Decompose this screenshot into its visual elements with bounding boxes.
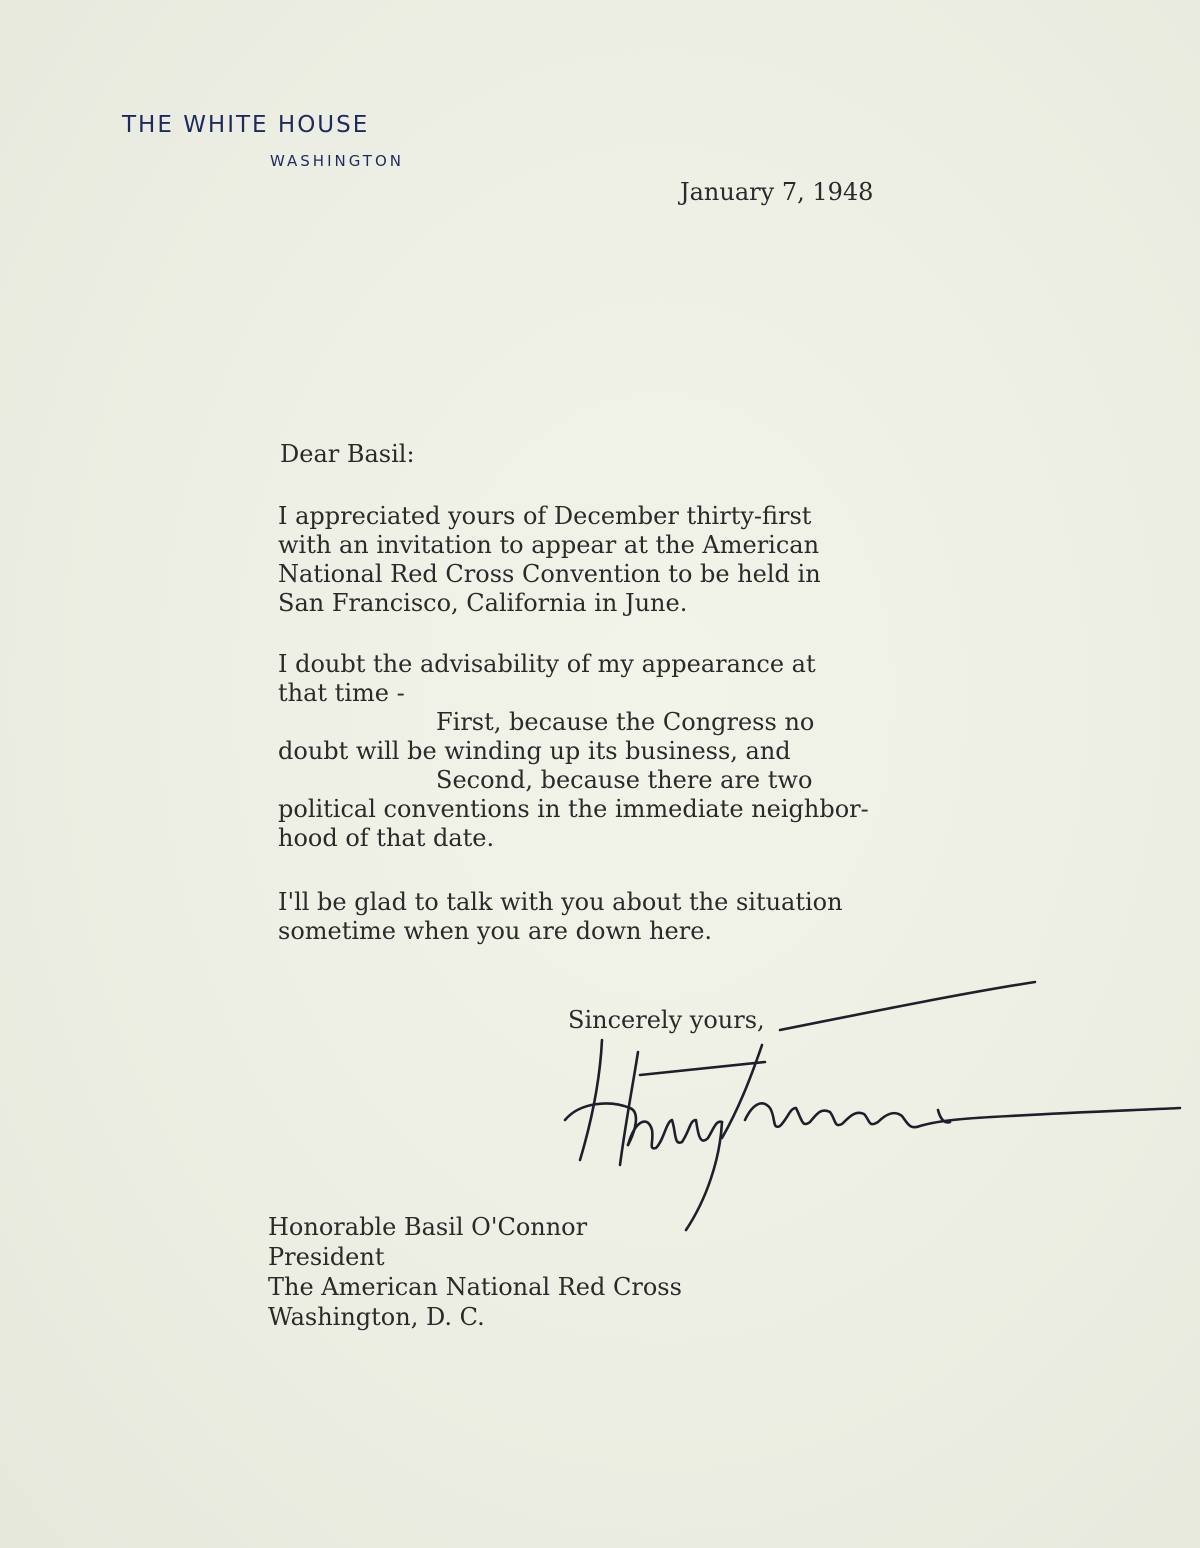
paragraph-line: First, because the Congress no bbox=[436, 708, 815, 736]
paragraph-line: doubt will be winding up its business, and bbox=[278, 737, 791, 765]
recipient-location: Washington, D. C. bbox=[268, 1303, 485, 1331]
recipient-organization: The American National Red Cross bbox=[268, 1273, 682, 1301]
paragraph-3 bbox=[278, 888, 843, 946]
closing: Sincerely yours, bbox=[568, 1006, 765, 1034]
paragraph-line: with an invitation to appear at the American bbox=[278, 531, 820, 559]
paragraph-line: hood of that date. bbox=[278, 824, 495, 852]
recipient-title: President bbox=[268, 1243, 385, 1271]
signature bbox=[540, 970, 1200, 1240]
paragraph-1 bbox=[278, 502, 821, 618]
paragraph-line: I appreciated yours of December thirty-first bbox=[278, 502, 812, 530]
letter-date: January 7, 1948 bbox=[680, 178, 874, 206]
letterhead-title: THE WHITE HOUSE bbox=[122, 112, 370, 138]
paragraph-line: Second, because there are two bbox=[436, 766, 813, 794]
paragraph-line: that time - bbox=[278, 679, 405, 707]
recipient-address bbox=[268, 1212, 682, 1332]
paragraph-line: sometime when you are down here. bbox=[278, 917, 713, 945]
paragraph-line: I'll be glad to talk with you about the situation bbox=[278, 888, 843, 916]
paragraph-line: political conventions in the immediate neighbor- bbox=[278, 795, 869, 823]
paragraph-line: San Francisco, California in June. bbox=[278, 589, 688, 617]
salutation: Dear Basil: bbox=[280, 440, 415, 468]
letterhead-city: WASHINGTON bbox=[270, 152, 404, 170]
paragraph-line: I doubt the advisability of my appearance at bbox=[278, 650, 816, 678]
paragraph-2 bbox=[278, 650, 869, 853]
recipient-name: Honorable Basil O'Connor bbox=[268, 1213, 588, 1241]
paragraph-line: National Red Cross Convention to be held in bbox=[278, 560, 821, 588]
